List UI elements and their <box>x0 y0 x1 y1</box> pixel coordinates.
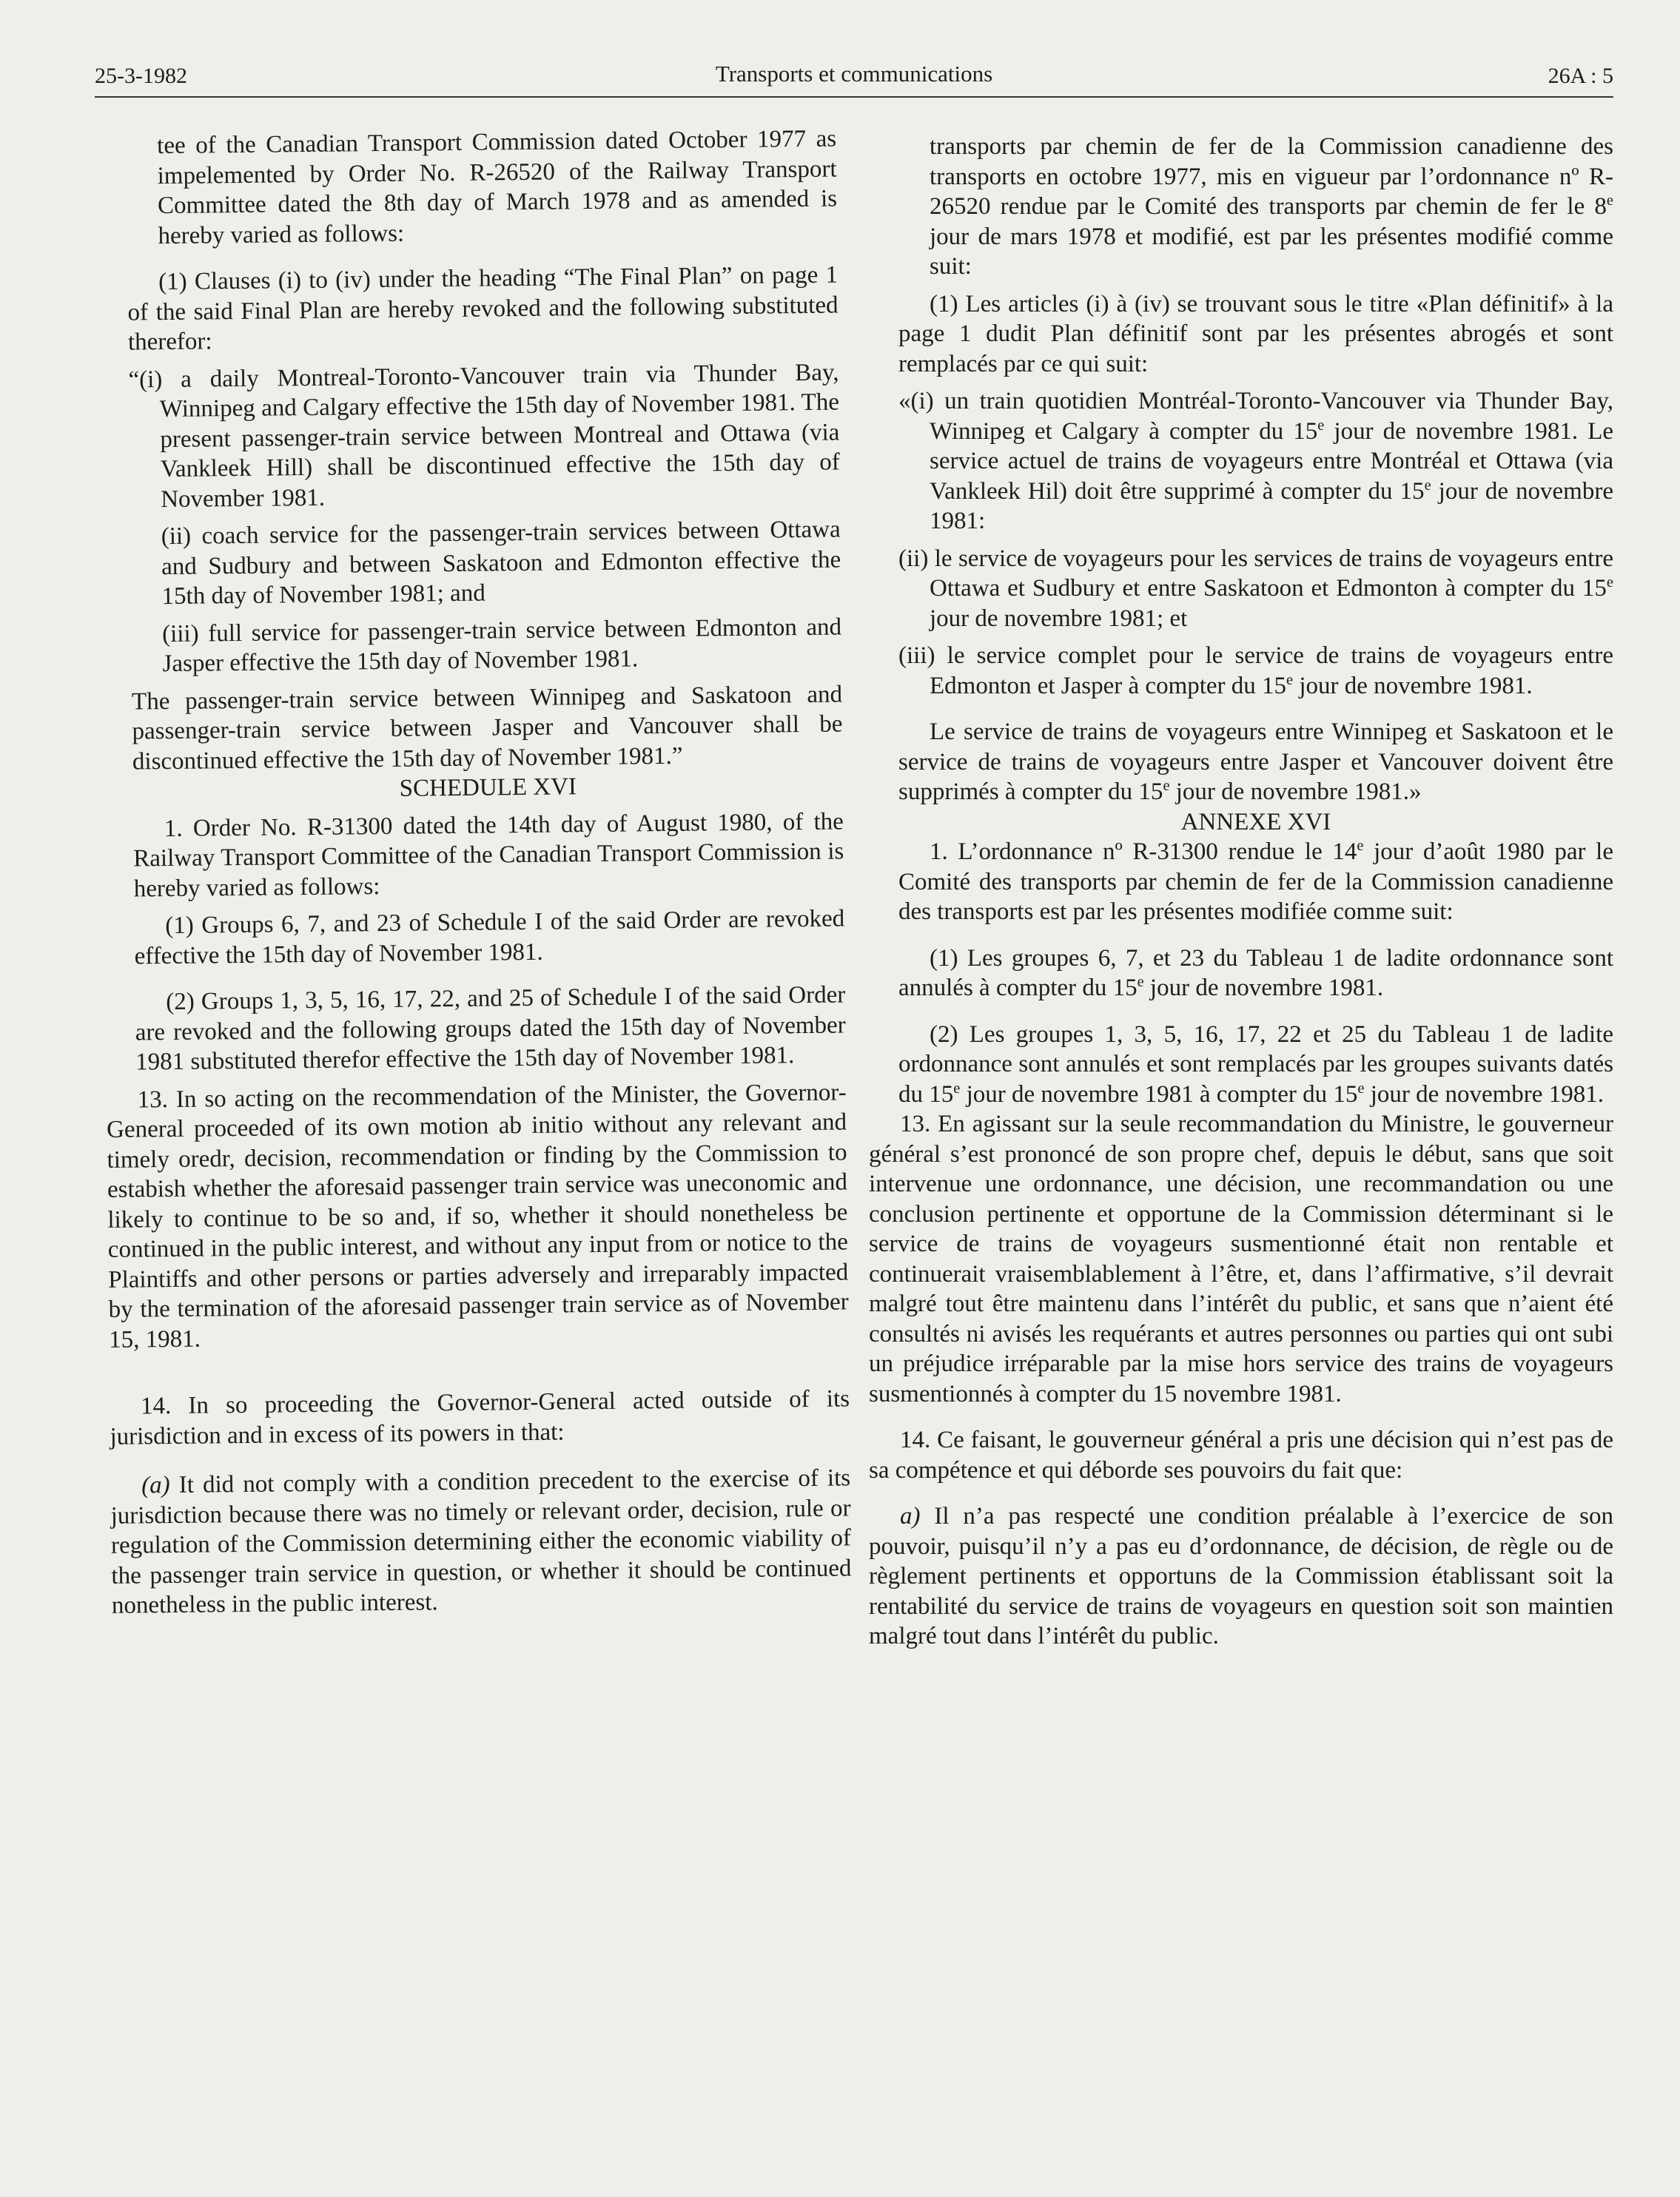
page-header <box>95 61 1613 98</box>
english-paragraph-13: 13. In so acting on the recommendation of the Minister, the Governor-General proceeded of its own motion ab initio without any relevant and timely oredr, decision, recommendation or finding by the Commission to estabish whether the aforesaid passenger train service was uneconomic and likely to continue to be so and, if so, whether it should nonetheless be continued in the public interest, and without any input from or notice to the Plaintiffs and other persons or parties adversely and irreparably impacted by the termination of the aforesaid passenger train service as of November 15, 1981. <box>106 1078 849 1353</box>
french-item-i: «(i) un train quotidien Montréal-Toronto-Vancouver via Thunder Bay, Winnipeg et Calgary à compter du 15e jour de novembre 1981. Le service actuel de trains de voyageurs entre Montréal et Ottawa (via Vankleek Hil) doit être supprimé à compter du 15e jour de novembre 1981: <box>898 388 1613 534</box>
english-clause-a-text: It did not comply with a condition precedent to the exercise of its jurisdiction because there was no timely or relevant order, decision, rule or regulation of the Commission determining either the economic viability of the passenger train service in question, or whether it should be continued nonetheless in the public interest. <box>110 1464 852 1619</box>
header-date: 25-3-1982 <box>95 64 187 88</box>
french-clause-a-label: a) <box>900 1503 921 1530</box>
french-paragraph-13: 13. En agissant sur la seule recommandation du Ministre, le gouverneur général s’est prononcé de son propre chef, depuis le début, sans que soit intervenue une ordonnance, une décision, une recommandation ou une conclusion pertinente et opportune de la Commission déterminant si le service de trains de voyageurs susmentionné était non rentable et continuerait vraisemblablement à l’être, et, dans l’affirmative, s’il devrait malgré tout être maintenu dans l’intérêt du public, et sans que n’aient été consultés ni avisés les requérants et autres personnes ou parties qui ont subi un préjudice irréparable par la mise hors service des trains de voyageurs susmentionnés à compter du 15 novembre 1981. <box>869 1111 1613 1407</box>
english-item-ii: (ii) coach service for the passenger-train services between Ottawa and Sudbury and between Saskatoon and Edmonton effective the 15th day of November 1981; and <box>161 516 841 610</box>
english-order-paragraph: 1. Order No. R-31300 dated the 14th day of August 1980, of the Railway Transport Committee of the Canadian Transport Commission is hereby varied as follows: <box>133 807 844 903</box>
french-closing-paragraph: Le service de trains de voyageurs entre Winnipeg et Saskatoon et le service de trains de voyageurs entre Jasper et Vancouver doivent être supprimés à compter du 15e jour de novembre 1981.» <box>898 719 1613 805</box>
french-clause-a <box>869 1501 1613 1652</box>
english-clause-1: (1) Clauses (i) to (iv) under the heading “The Final Plan” on page 1 of the said Final Plan are hereby revoked and the following substituted therefor: <box>127 261 839 356</box>
english-closing-paragraph: The passenger-train service between Winnipeg and Saskatoon and passenger-train service between Jasper and Vancouver shall be discontinued effective the 15th day of November 1981.” <box>131 680 843 775</box>
english-groups-2: (2) Groups 1, 3, 5, 16, 17, 22, and 25 of Schedule I of the said Order are revoked and the following groups dated the 15th day of November 1981 substituted therefor effective the 15th day of November 1981. <box>135 981 846 1076</box>
english-paragraph-14: 14. In so proceeding the Governor-General acted outside of its jurisdiction and in excess of its powers in that: <box>110 1385 850 1450</box>
french-column <box>869 132 1613 1652</box>
english-clause-a <box>110 1463 852 1621</box>
french-groups-2: (2) Les groupes 1, 3, 5, 16, 17, 22 et 25 du Tableau 1 de ladite ordonnance sont annulés et sont remplacés par les groupes suivants datés du 15e jour de novembre 1981 à compter du 15e jour de novembre 1981. <box>898 1020 1613 1108</box>
french-schedule-heading: ANNEXE XVI <box>1180 808 1331 835</box>
french-clause-1: (1) Les articles (i) à (iv) se trouvant sous le titre «Plan définitif» à la page 1 dudit Plan définitif sont par les présentes abrogés et sont remplacés par ce qui suit: <box>898 290 1613 377</box>
french-order-paragraph: 1. L’ordonnance nº R-31300 rendue le 14e jour d’août 1980 par le Comité des transports par chemin de fer de la Commission canadienne des transports est par les présentes modifiée comme suit: <box>898 838 1613 925</box>
french-item-iii: (iii) le service complet pour le service de trains de voyageurs entre Edmonton et Jasper à compter du 15e jour de novembre 1981. <box>898 642 1613 699</box>
english-paragraph-continuation: tee of the Canadian Transport Commission dated October 1977 as impelemented by Order No. R-26520 of the Railway Transport Committee dated the 8th day of March 1978 and as amended is hereby varied as follows: <box>157 125 838 249</box>
english-groups-1: (1) Groups 6, 7, and 23 of Schedule I of the said Order are revoked effective the 15th day of November 1981. <box>134 905 845 970</box>
french-clause-a-text: Il n’a pas respecté une condition préalable à l’exercice de son pouvoir, puisqu’il n’y a pas eu d’ordonnance, de décision, de règle ou de règlement pertinents et opportuns de la Commission établissant soit la rentabilité du service de trains de voyageurs en question soit son maintien malgré tout dans l’intérêt du public. <box>869 1503 1613 1649</box>
english-item-iii: (iii) full service for passenger-train service between Edmonton and Jasper effective the 15th day of November 1981. <box>161 613 842 678</box>
english-schedule-heading: SCHEDULE XVI <box>399 773 577 802</box>
french-paragraph-continuation: transports par chemin de fer de la Commission canadienne des transports en octobre 1977, mis en vigueur par l’ordonnance nº R-26520 rendue par le Comité des transports par chemin de fer le 8e jour de mars 1978 et modifié, est par les présentes modifié comme suit: <box>930 133 1613 280</box>
header-title: Transports et communications <box>715 61 993 87</box>
french-item-ii: (ii) le service de voyageurs pour les services de trains de voyageurs entre Ottawa et Sudbury et entre Saskatoon et Edmonton à compter du 15e jour de novembre 1981; et <box>898 545 1613 632</box>
english-item-i: “(i) a daily Montreal-Toronto-Vancouver train via Thunder Bay, Winnipeg and Calgary effective the 15th day of November 1981. The present passenger-train service between Montreal and Ottawa (via Vankleek Hill) shall be discontinued effective the 15th day of November 1981. <box>128 359 840 513</box>
french-groups-1: (1) Les groupes 6, 7, et 23 du Tableau 1 de ladite ordonnance sont annulés à compter du 15e jour de novembre 1981. <box>898 944 1613 1001</box>
english-column <box>96 124 852 1621</box>
english-clause-a-label: (a) <box>141 1472 170 1499</box>
header-page-number: 26A : 5 <box>1548 64 1613 88</box>
french-paragraph-14: 14. Ce faisant, le gouverneur général a pris une décision qui n’est pas de sa compétence et qui déborde ses pouvoirs du fait que: <box>869 1427 1613 1484</box>
